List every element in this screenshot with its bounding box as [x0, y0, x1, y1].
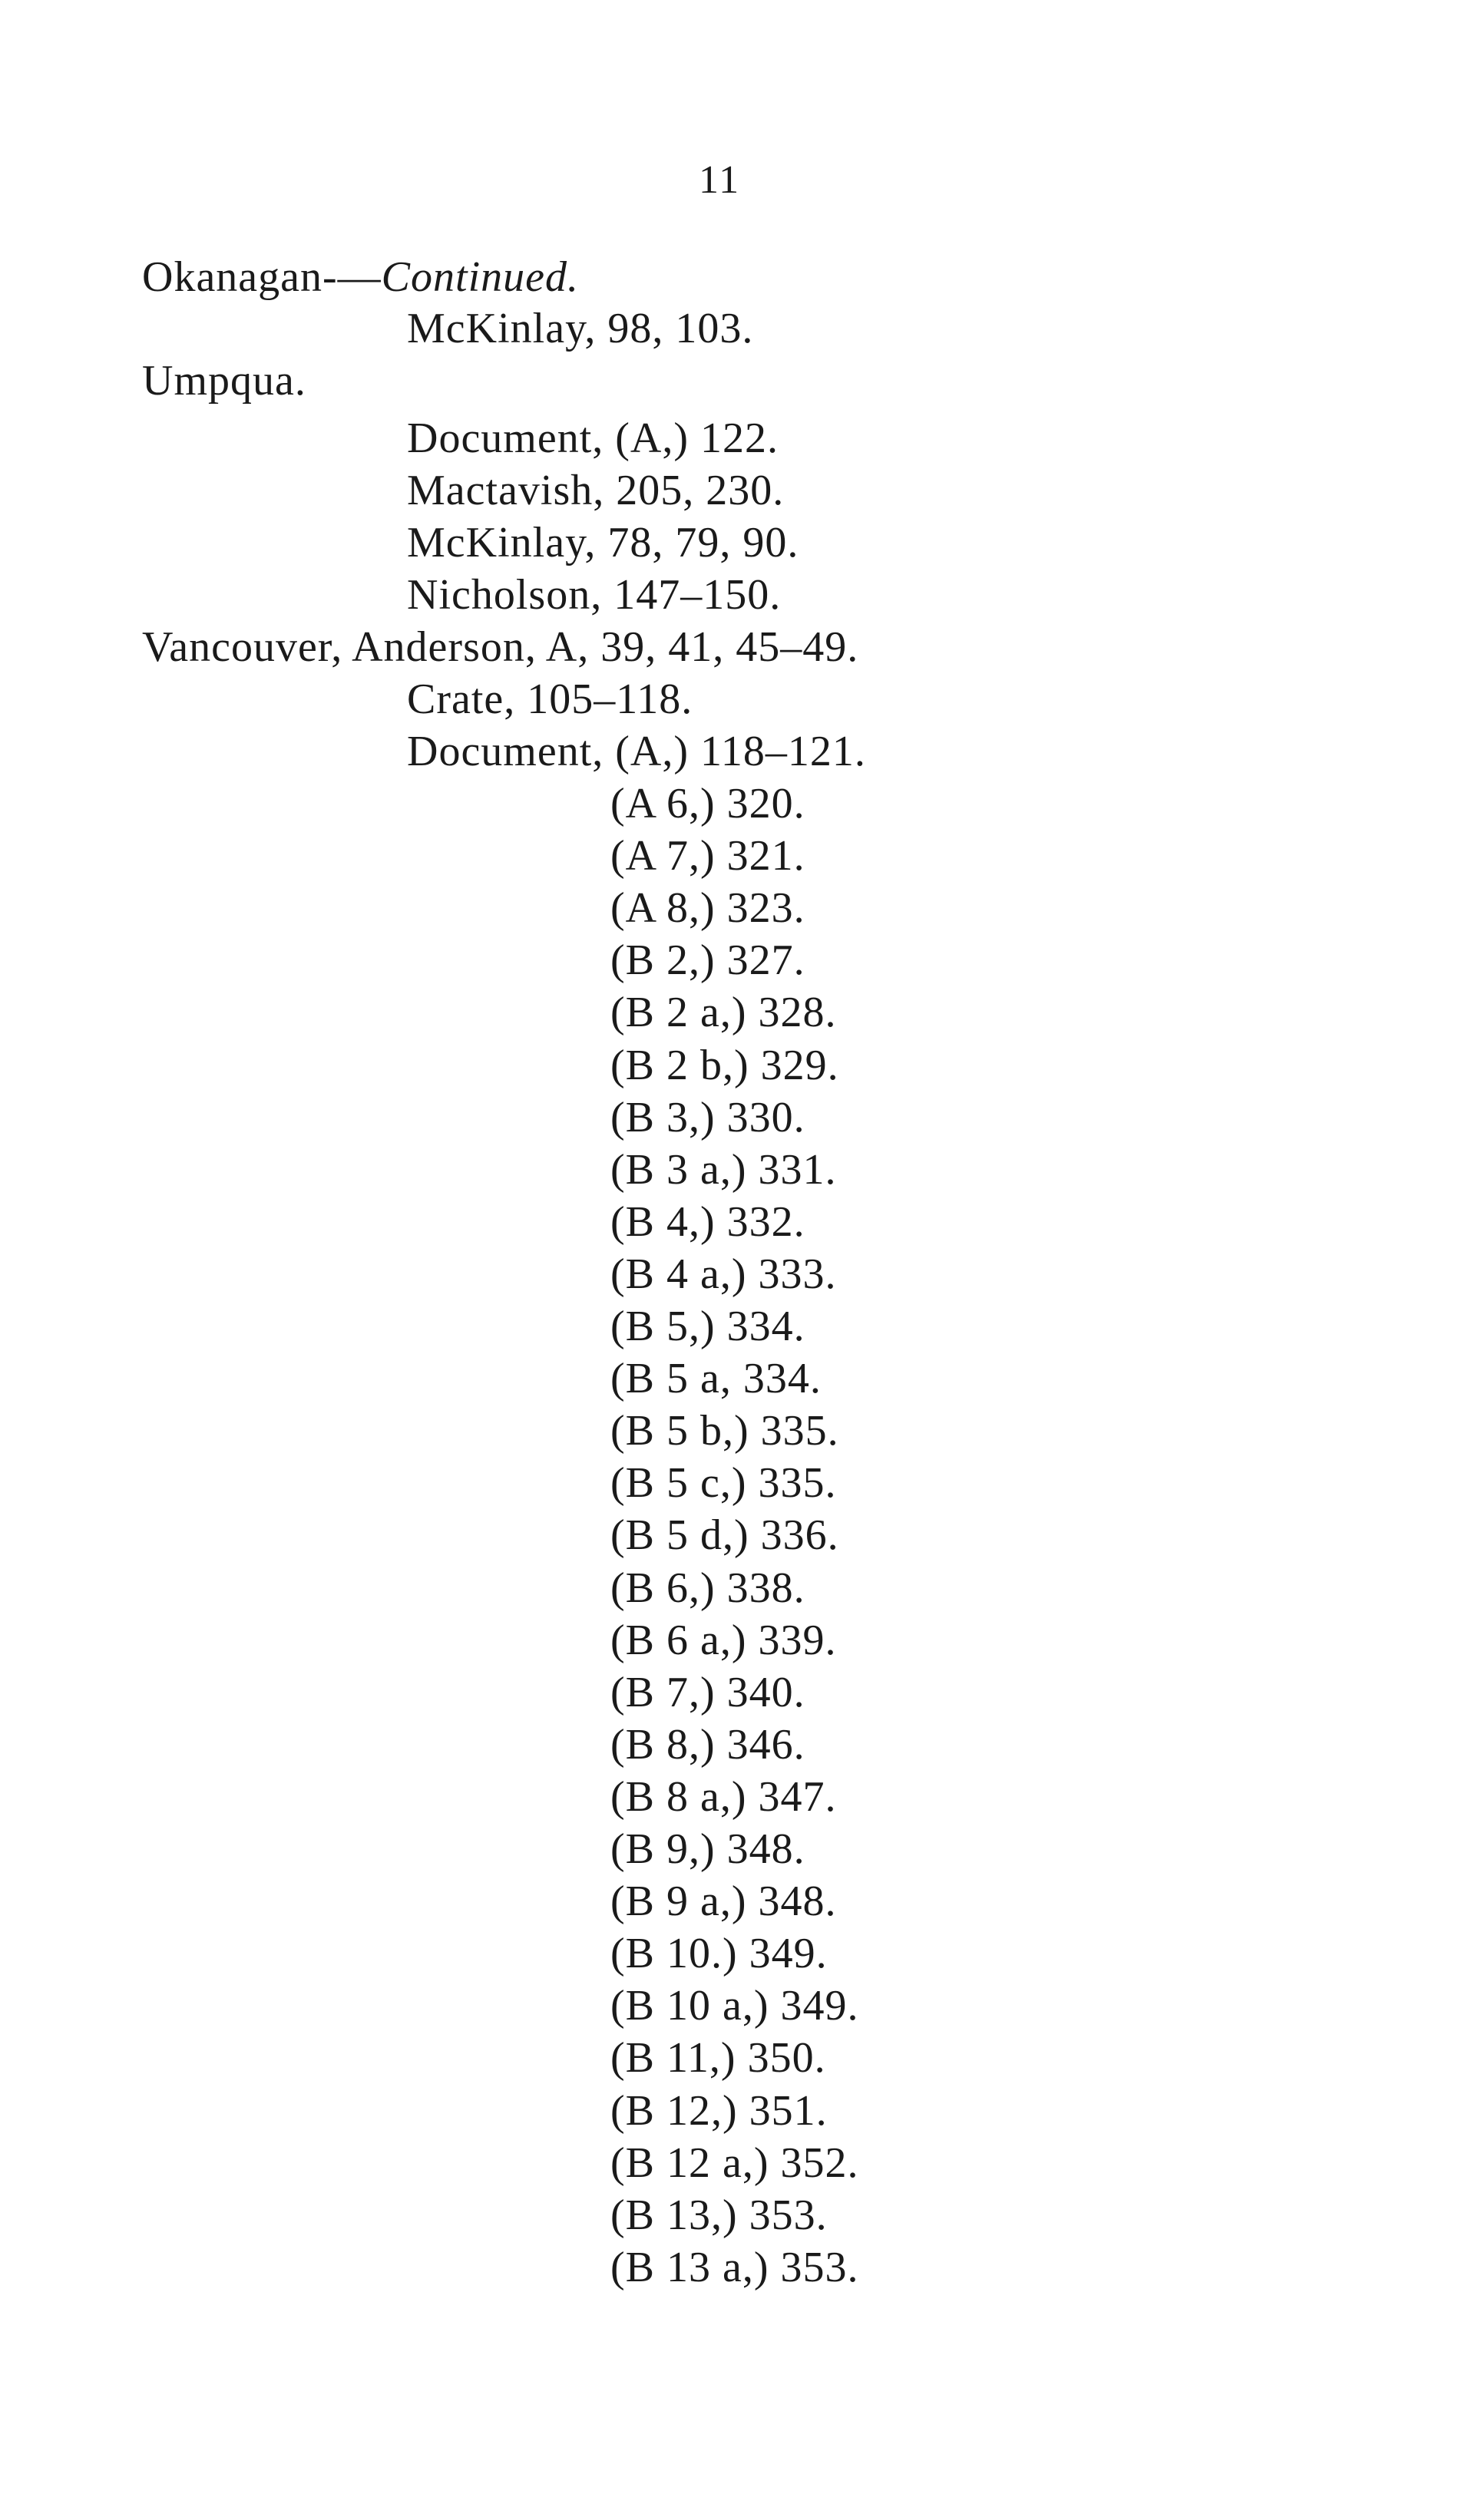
- document-ref-item: (B 10.) 349.: [610, 1930, 828, 1977]
- document-ref-item: (B 2,) 327.: [610, 936, 805, 984]
- index-entry: Mactavish, 205, 230.: [407, 467, 785, 514]
- document-ref-item: (B 5 c,) 335.: [610, 1459, 837, 1507]
- document-ref-item: (B 10 a,) 349.: [610, 1982, 859, 2030]
- index-entry: McKinlay, 98, 103.: [407, 305, 754, 352]
- document-ref-item: (B 12 a,) 352.: [610, 2139, 859, 2187]
- index-entry: McKinlay, 78, 79, 90.: [407, 519, 799, 566]
- document-ref-item: (B 6 a,) 339.: [610, 1617, 837, 1664]
- index-entry: Nicholson, 147–150.: [407, 571, 782, 619]
- document-ref-item: (B 5 d,) 336.: [610, 1511, 839, 1559]
- document-ref-item: (A 7,) 321.: [610, 832, 805, 880]
- index-entry: Document, (A,) 118–121.: [407, 728, 866, 775]
- index-heading-umpqua: Umpqua.: [142, 357, 306, 405]
- index-heading-okanagan: [142, 250, 579, 304]
- document-ref-item: (B 2 b,) 329.: [610, 1042, 839, 1089]
- document-ref-item: (B 4 a,) 333.: [610, 1250, 837, 1298]
- document-ref-item: (B 9,) 348.: [610, 1825, 805, 1873]
- document-ref-item: (B 8,) 346.: [610, 1721, 805, 1769]
- index-entry: Crate, 105–118.: [407, 675, 693, 723]
- document-ref-item: (B 3 a,) 331.: [610, 1146, 837, 1194]
- document-ref-item: (B 8 a,) 347.: [610, 1773, 837, 1821]
- heading-separator: -—: [322, 253, 382, 301]
- document-ref-item: (B 13,) 353.: [610, 2191, 828, 2239]
- document-ref-item: (B 3,) 330.: [610, 1094, 805, 1141]
- document-ref-item: (B 5 a, 334.: [610, 1355, 822, 1402]
- document-ref-item: (B 13 a,) 353.: [610, 2244, 859, 2291]
- document-ref-item: (B 4,) 332.: [610, 1198, 805, 1246]
- document-ref-item: (A 6,) 320.: [610, 780, 805, 827]
- document-ref-item: (B 7,) 340.: [610, 1669, 805, 1716]
- document-ref-item: (A 8,) 323.: [610, 884, 805, 932]
- document-ref-item: (B 5,) 334.: [610, 1303, 805, 1350]
- page-number: 11: [699, 158, 741, 202]
- document-ref-item: (B 2 a,) 328.: [610, 989, 837, 1036]
- index-entry: Document, (A,) 122.: [407, 414, 779, 462]
- index-heading-vancouver: Vancouver, Anderson, A, 39, 41, 45–49.: [142, 623, 859, 671]
- continued-label: Continued.: [381, 253, 579, 301]
- document-ref-item: (B 6,) 338.: [610, 1564, 805, 1612]
- document-ref-item: (B 9 a,) 348.: [610, 1878, 837, 1925]
- document-ref-item: (B 5 b,) 335.: [610, 1407, 839, 1455]
- heading-label: Okanagan: [142, 253, 323, 301]
- document-ref-item: (B 11,) 350.: [610, 2034, 826, 2082]
- document-ref-item: (B 12,) 351.: [610, 2087, 828, 2135]
